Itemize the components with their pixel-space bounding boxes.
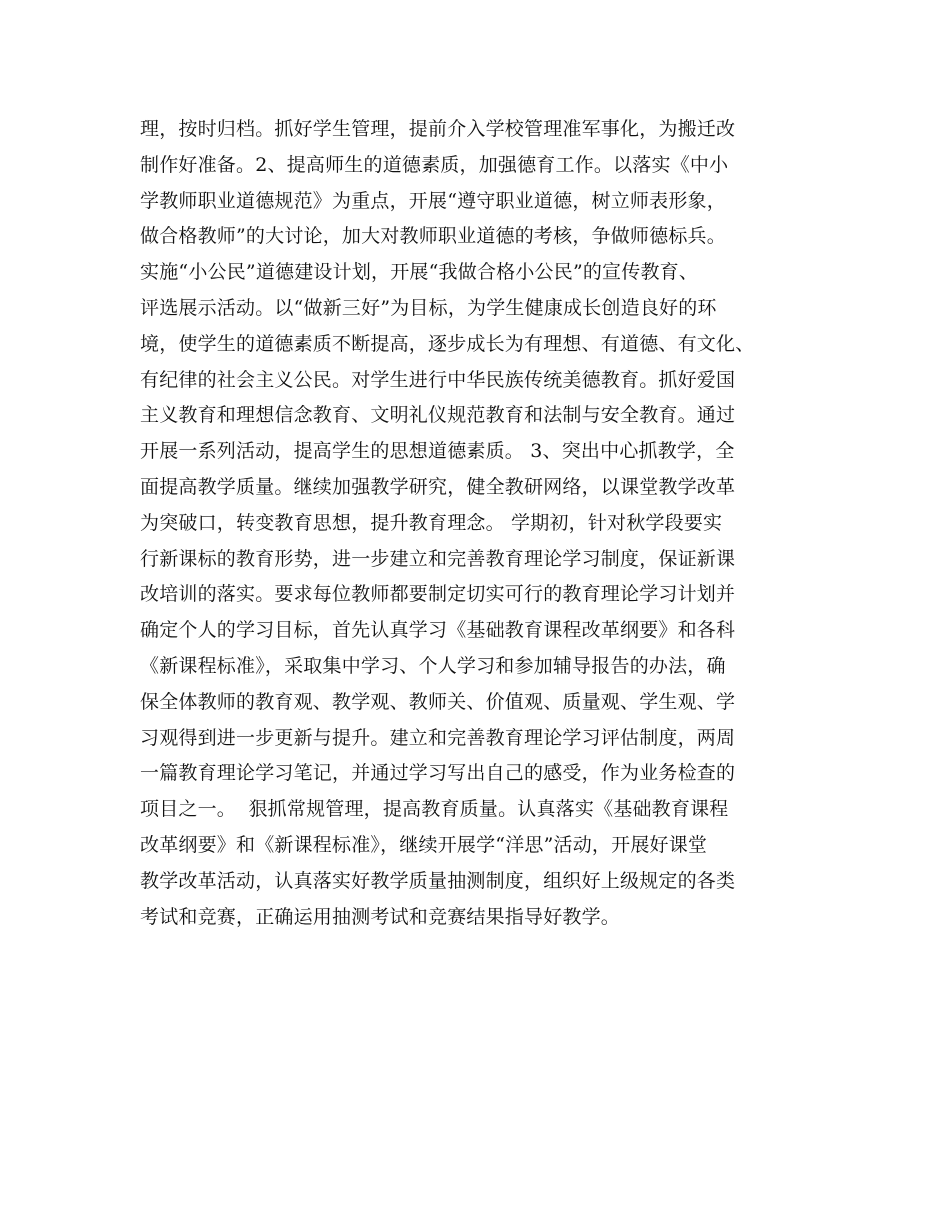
text-line: 面提高教学质量。继续加强教学研究，健全教研网络，以课堂教学改革	[140, 475, 736, 498]
text-line: 考试和竞赛，正确运用抽测考试和竞赛结果指导好教学。	[140, 905, 621, 928]
text-line: 境，使学生的道德素质不断提高，逐步成长为有理想、有道德、有文化、	[140, 332, 755, 355]
text-line: 开展一系列活动，提高学生的思想道德素质。 3、突出中心抓教学，全	[140, 440, 735, 463]
text-line: 教学改革活动，认真落实好教学质量抽测制度，组织好上级规定的各类	[140, 869, 736, 892]
text-line: 改革纲要》和《新课程标准》，继续开展学“洋思”活动，开展好课堂	[140, 833, 708, 856]
text-line: 保全体教师的教育观、教学观、教师关、价值观、质量观、学生观、学	[140, 690, 736, 713]
text-line: 制作好准备。2、提高师生的道德素质，加强德育工作。以落实《中小	[140, 153, 729, 176]
text-line: 主义教育和理想信念教育、文明礼仪规范教育和法制与安全教育。通过	[140, 404, 736, 427]
text-line: 学教师职业道德规范》为重点，开展“遵守职业道德，树立师表形象，	[140, 189, 726, 212]
text-line: 行新课标的教育形势，进一步建立和完善教育理论学习制度，保证新课	[140, 547, 736, 570]
text-line: 项目之一。 狠抓常规管理，提高教育质量。认真落实《基础教育课程	[140, 798, 729, 821]
text-line: 做合格教师”的大讨论，加大对教师职业道德的考核，争做师德标兵。	[140, 225, 726, 248]
text-line: 一篇教育理论学习笔记，并通过学习写出自己的感受，作为业务检查的	[140, 762, 736, 785]
text-line: 确定个人的学习目标，首先认真学习《基础教育课程改革纲要》和各科	[140, 619, 736, 642]
text-line: 改培训的落实。要求每位教师都要制定切实可行的教育理论学习计划并	[140, 583, 736, 606]
text-line: 有纪律的社会主义公民。对学生进行中华民族传统美德教育。抓好爱国	[140, 368, 736, 391]
text-line: 习观得到进一步更新与提升。建立和完善教育理论学习评估制度，两周	[140, 726, 736, 749]
body-text	[140, 112, 830, 935]
text-line: 理，按时归档。抓好学生管理，提前介入学校管理准军事化，为搬迁改	[140, 118, 736, 140]
text-line: 实施“小公民”道德建设计划，开展“我做合格小公民”的宣传教育、	[140, 261, 699, 284]
text-line: 《新课程标准》，采取集中学习、个人学习和参加辅导报告的办法，确	[140, 654, 726, 677]
text-line: 评选展示活动。以“做新三好”为目标，为学生健康成长创造良好的环	[140, 296, 717, 319]
text-line: 为突破口，转变教育思想，提升教育理念。 学期初，针对秋学段要实	[140, 511, 723, 534]
